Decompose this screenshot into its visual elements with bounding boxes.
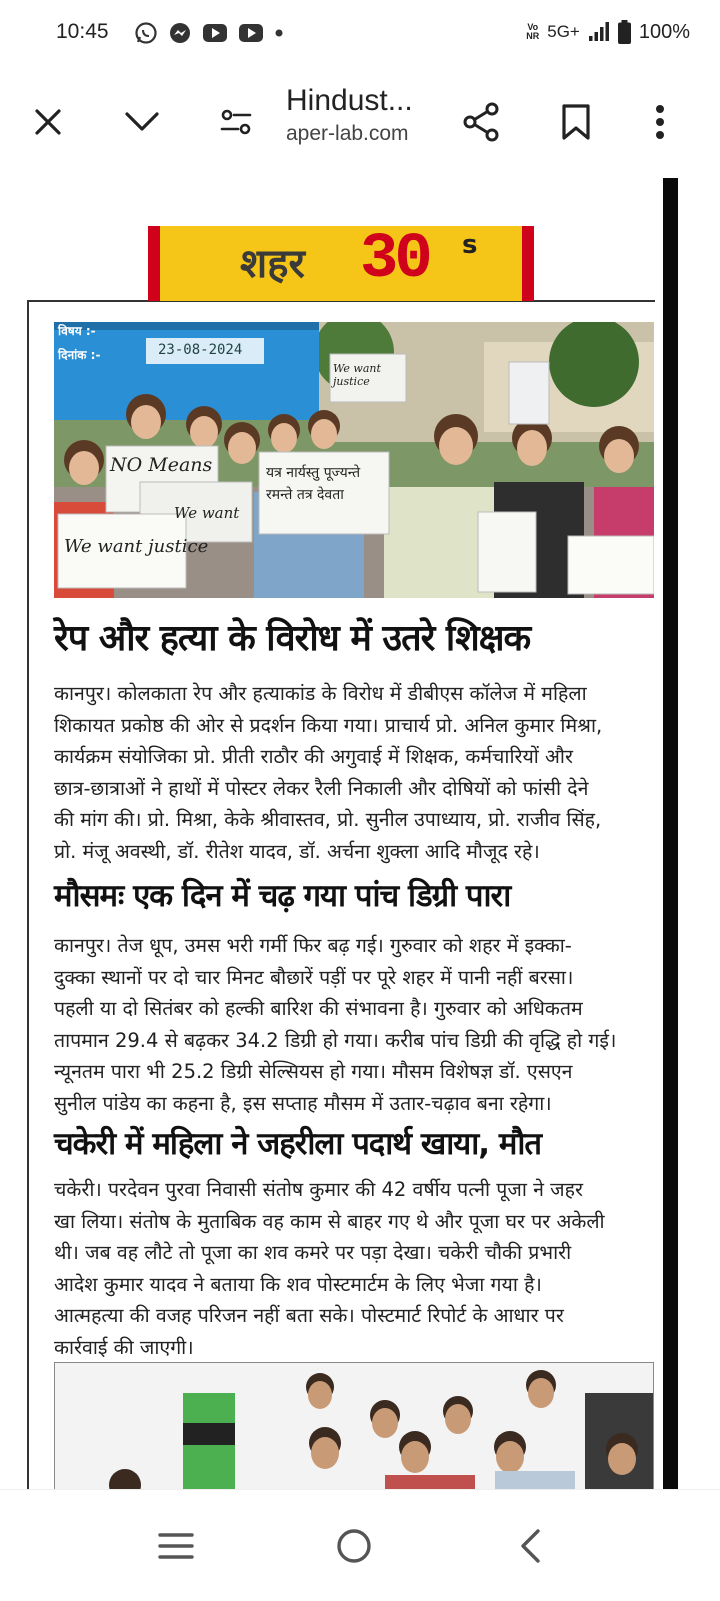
share-button[interactable]	[453, 94, 509, 150]
close-icon	[33, 107, 63, 137]
text-line: चकेरी। परदेवन पुरवा निवासी संतोष कुमार की 42 वर्षीय पत्नी पूजा ने जहर	[54, 1178, 583, 1201]
minimize-button[interactable]	[114, 94, 170, 150]
headline-weather: मौसमः एक दिन में चढ़ गया पांच डिग्री पारा	[54, 878, 511, 914]
close-button[interactable]	[20, 94, 76, 150]
home-icon	[336, 1528, 372, 1564]
status-indicators	[526, 20, 690, 44]
section-masthead	[148, 226, 534, 301]
back-icon	[518, 1528, 542, 1564]
text-line: कानपुर। तेज धूप, उमस भरी गर्मी फिर बढ़ गई। गुरुवार को शहर में इक्का-	[54, 934, 572, 957]
messenger-icon	[168, 21, 192, 45]
text-line: आत्महत्या की वजह परिजन नहीं बता सके। पोस्टमार्ट रिपोर्ट के आधार पर	[54, 1304, 564, 1327]
story-chakeri-body	[54, 1174, 658, 1363]
volte-indicator: Vo NR	[526, 22, 540, 41]
banner-date: 23-08-2024	[158, 342, 243, 358]
notification-icons	[134, 20, 284, 46]
tune-icon	[220, 107, 252, 137]
text-line: शिकायत प्रकोष्ठ की ओर से प्रदर्शन किया गया। प्राचार्य प्रो. अनिल कुमार मिश्रा,	[54, 713, 603, 737]
text-line: दुक्का स्थानों पर दो चार मिनट बौछारें पड़ीं पर पूरे शहर में पानी नहीं बरसा।	[54, 965, 574, 989]
youtube-icon	[202, 22, 228, 44]
site-settings-button[interactable]	[208, 94, 264, 150]
text-line: पहली या दो सितंबर को हल्की बारिश की संभावना है। गुरुवार को अधिकतम	[54, 997, 583, 1020]
battery-percent: 100%	[638, 20, 690, 43]
youtube-icon	[238, 22, 264, 44]
text-line: कार्यक्रम संयोजिका प्रो. प्रीती राठौर की अगुवाई में शिक्षक, कर्मचारियों और	[54, 745, 573, 768]
story-protest-body	[54, 678, 658, 867]
text-line: न्यूनतम पारा भी 25.2 डिग्री सेल्सियस हो गया। मौसम विशेषज्ञ डॉ. एसएन	[54, 1060, 573, 1083]
sign-we-want-justice-top: We want justice	[333, 362, 381, 388]
browser-toolbar	[0, 66, 720, 179]
page-border-left	[27, 302, 29, 1489]
text-line: सुनील पांडेय का कहना है, इस सप्ताह मौसम में उतार-चढ़ाव बना रहेगा।	[54, 1091, 552, 1115]
text-line: छात्र-छात्राओं ने हाथों में पोस्टर लेकर रैली निकाली और दोषियों को फांसी देने	[54, 776, 589, 800]
url-box[interactable]	[286, 84, 456, 146]
status-time: 10:45	[56, 20, 109, 43]
recent-apps-button[interactable]	[144, 1514, 208, 1578]
bookmark-button[interactable]	[548, 94, 604, 150]
text-line: कानपुर। कोलकाता रेप और हत्याकांड के विरोध में डीबीएस कॉलेज में महिला	[54, 682, 587, 705]
banner-subject-label: विषय :-	[58, 324, 96, 338]
more-options-button[interactable]	[632, 94, 688, 150]
headline-protest: रेप और हत्या के विरोध में उतरे शिक्षक	[54, 618, 531, 659]
text-line: खा लिया। संतोष के मुताबिक वह काम से बाहर गए थे और पूजा घर पर अकेली	[54, 1209, 605, 1233]
back-button[interactable]	[498, 1514, 562, 1578]
group-photo-illustration	[55, 1363, 654, 1489]
share-icon	[462, 102, 500, 142]
bookmark-icon	[561, 103, 591, 141]
signal-icon	[588, 22, 610, 42]
text-line: तापमान 29.4 से बढ़कर 34.2 डिग्री हो गया। करीब पांच डिग्री की वृद्धि हो गई।	[54, 1028, 617, 1052]
sign-no-means: NO Means	[110, 454, 213, 476]
status-bar	[0, 0, 720, 66]
text-line: आदेश कुमार यादव ने बताया कि शव पोस्टमार्टम के लिए भेजा गया है।	[54, 1272, 542, 1296]
scrollbar-track[interactable]	[663, 178, 678, 1489]
text-line: कार्रवाई की जाएगी।	[54, 1335, 194, 1359]
sign-we-want-justice-bottom: We want justice	[64, 536, 209, 557]
recents-icon	[158, 1531, 194, 1561]
banner-date-label: दिनांक :-	[58, 348, 101, 362]
masthead-suffix: s	[462, 230, 478, 260]
page-title: Hindust...	[286, 84, 413, 117]
text-line: प्रो. मंजू अवस्थी, डॉ. रीतेश यादव, डॉ. अर्चना शुक्ला आदि मौजूद रहे।	[54, 839, 540, 863]
masthead-word: शहर	[240, 240, 305, 287]
story-weather-body	[54, 930, 658, 1119]
text-line: की मांग की। प्रो. मिश्रा, केके श्रीवास्तव, प्रो. सुनील उपाध्याय, प्रो. राजीव सिंह,	[54, 808, 602, 831]
more-vert-icon	[655, 104, 665, 140]
masthead-number: 30	[360, 224, 429, 296]
home-button[interactable]	[322, 1514, 386, 1578]
sign-sanskrit: यत्र नार्यस्तु पूज्यन्ते रमन्ते तत्र देवता	[266, 465, 361, 503]
sign-we-want: We want	[174, 504, 240, 522]
dot-icon	[274, 28, 284, 38]
headline-chakeri: चकेरी में महिला ने जहरीला पदार्थ खाया, मौत	[54, 1126, 542, 1162]
group-photo	[54, 1362, 654, 1489]
text-line: थी। जब वह लौटे तो पूजा का शव कमरे पर पड़ा देखा। चकेरी चौकी प्रभारी	[54, 1241, 572, 1264]
page-domain: aper-lab.com	[286, 122, 409, 145]
content-viewer[interactable]	[0, 178, 720, 1489]
whatsapp-icon	[134, 21, 158, 45]
protest-photo	[54, 322, 654, 598]
system-nav-bar	[0, 1489, 720, 1601]
chevron-down-icon	[124, 111, 160, 133]
battery-icon	[618, 20, 631, 44]
network-type: 5G+	[547, 22, 580, 41]
